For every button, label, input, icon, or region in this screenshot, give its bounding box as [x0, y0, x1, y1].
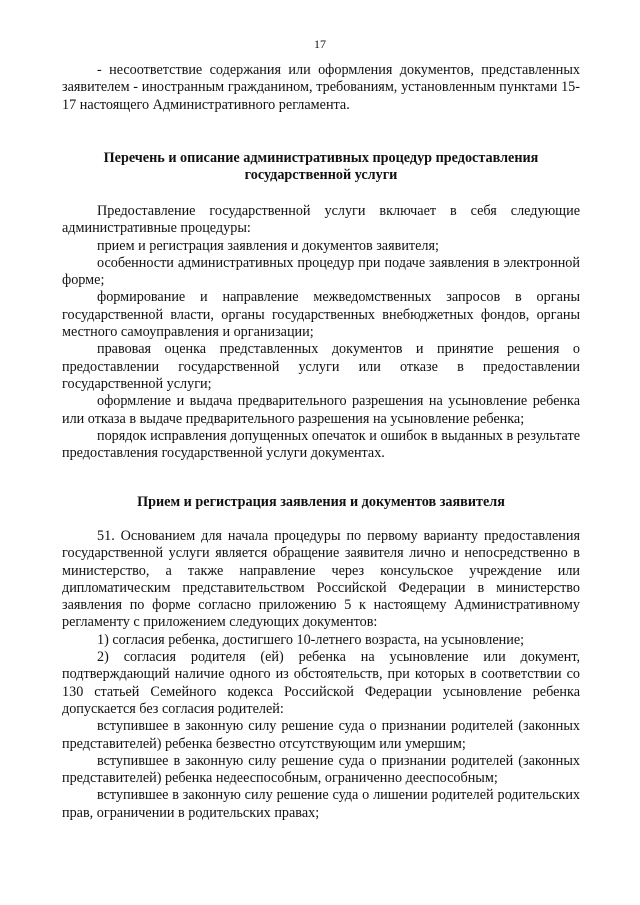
section2-paragraph: 51. Основанием для начала процедуры по первому варианту предоставления государственной услуги является обращение заявителя лично и непосредственно в министерство, а также направление через консульское учреждение или дипломатическим представительством Российской Федерации в министерство заявления по форме согласно приложению 5 к настоящему Административному регламенту с приложением следующих документов:: [62, 528, 580, 631]
section1-paragraph: правовая оценка представленных документов и принятие решения о предоставлении государственной услуги или отказе в предоставлении государственной услуги;: [62, 341, 580, 392]
section1-paragraph: порядок исправления допущенных опечаток и ошибок в выданных в результате предоставления государственной услуги документах.: [62, 427, 580, 462]
section2-heading: Прием и регистрация заявления и документов заявителя: [137, 494, 505, 510]
page-number: 17: [314, 37, 326, 51]
section1-heading: Перечень и описание административных процедур предоставления государственной услуги: [103, 150, 539, 184]
section2-paragraph: вступившее в законную силу решение суда о лишении родителей родительских прав, ограничении в родительских правах;: [62, 787, 580, 821]
intro-paragraph: - несоответствие содержания или оформления документов, представленных заявителем - иностранным гражданином, требованиям, установленным пунктами 15-17 настоящего Административного регламента.: [62, 62, 580, 113]
section1-paragraph: Предоставление государственной услуги включает в себя следующие административные процедуры:: [62, 203, 580, 237]
section2-body: [62, 528, 580, 822]
section1-paragraph: формирование и направление межведомственных запросов в органы государственной власти, органы государственных внебюджетных фондов, органы местного самоуправления и организации;: [62, 289, 580, 341]
section2-paragraph: вступившее в законную силу решение суда о признании родителей (законных представителей) ребенка недееспособным, ограниченно дееспособным;: [62, 752, 580, 787]
section1-paragraph: оформление и выдача предварительного разрешения на усыновление ребенка или отказа в выдаче предварительного разрешения на усыновление ребенка;: [62, 393, 580, 427]
section1-paragraph: прием и регистрация заявления и документов заявителя;: [97, 237, 439, 254]
section2-paragraph: 1) согласия ребенка, достигшего 10-летнего возраста, на усыновление;: [97, 631, 525, 648]
section1-body: [62, 203, 580, 462]
section2-paragraph: вступившее в законную силу решение суда о признании родителей (законных представителей) ребенка безвестно отсутствующим или умершим;: [62, 718, 580, 752]
section1-paragraph: особенности административных процедур при подаче заявления в электронной форме;: [62, 254, 580, 289]
section2-paragraph: 2) согласия родителя (ей) ребенка на усыновление или документ, подтверждающий наличие одного из обстоятельств, при которых в соответствии со 130 статьей Семейного кодекса Российской Федерации усыновление ребенка допускается без согласия родителей:: [62, 649, 580, 717]
intro-block: [62, 62, 580, 114]
